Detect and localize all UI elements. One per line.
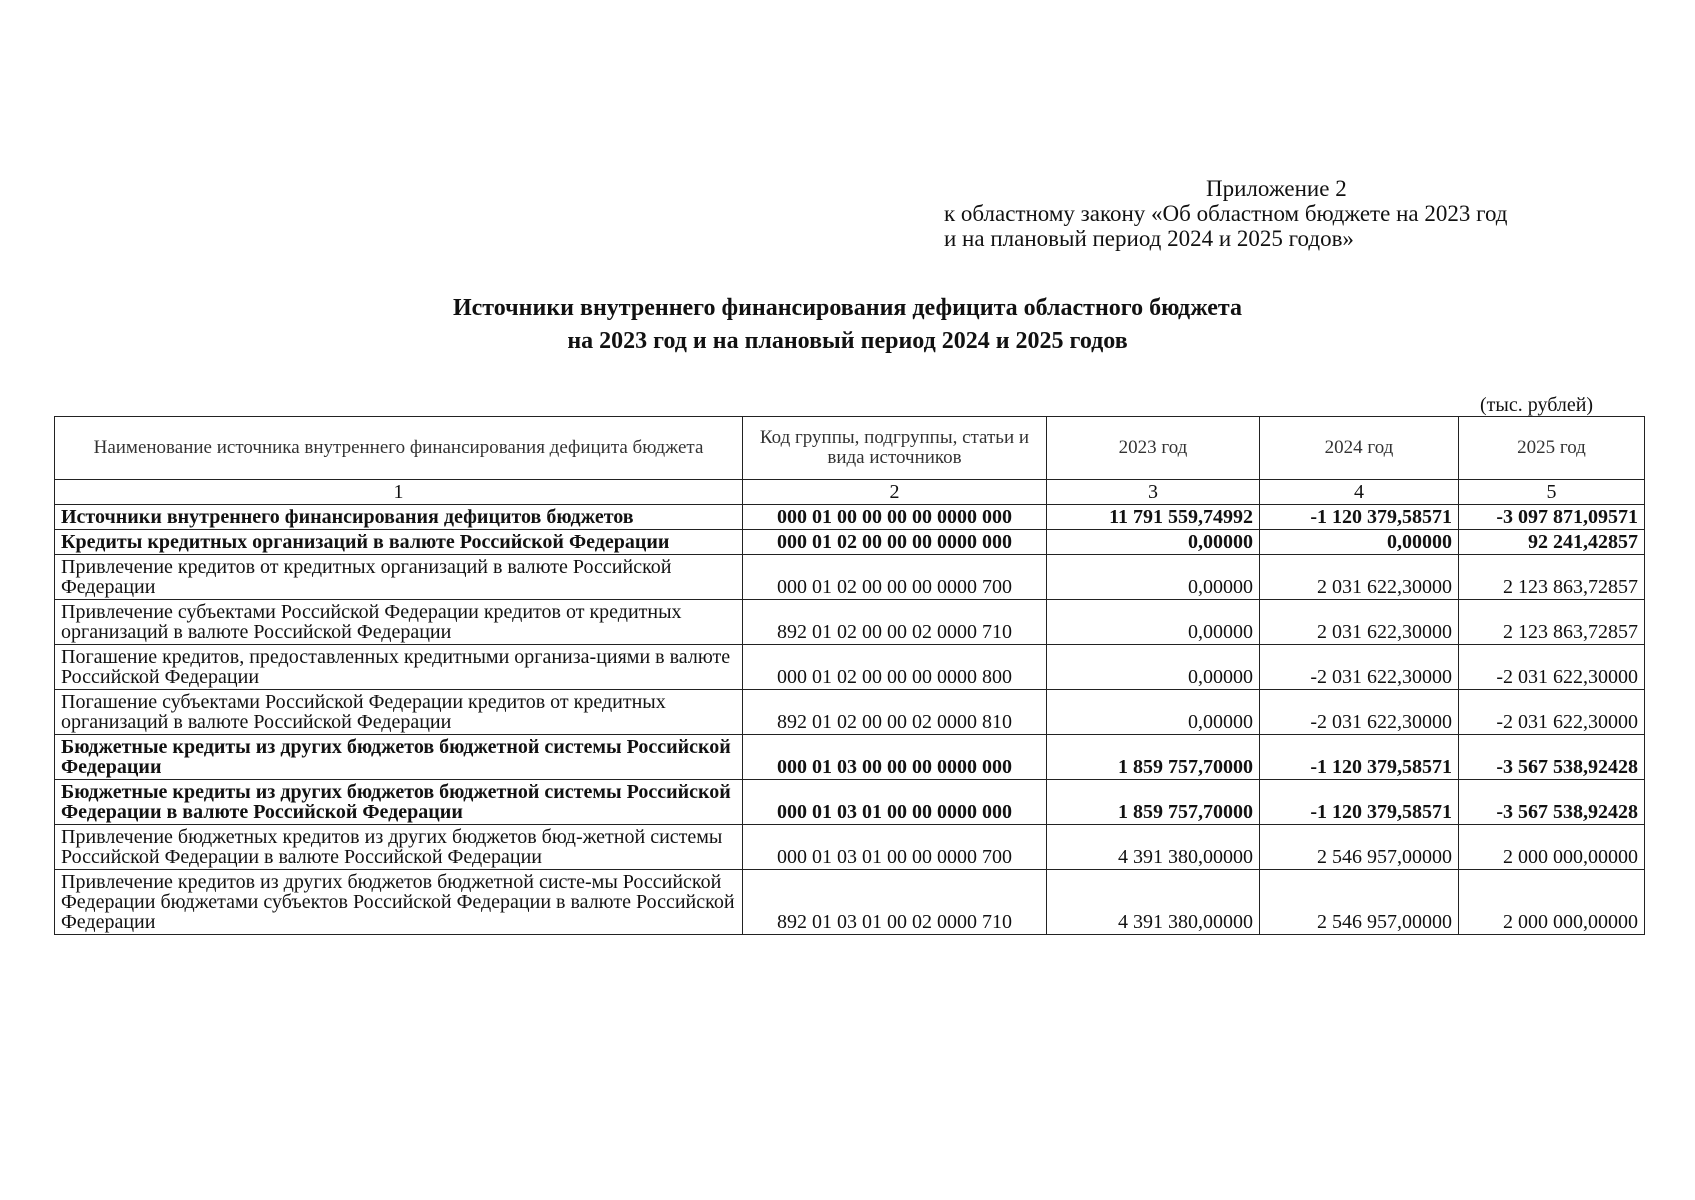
row-value-2024: -1 120 379,58571 — [1260, 780, 1459, 825]
row-value-2023: 1 859 757,70000 — [1047, 780, 1260, 825]
appendix-line-1: к областному закону «Об областном бюджете на 2023 год — [944, 201, 1508, 226]
document-title — [0, 292, 1695, 358]
budget-sources-table — [54, 416, 1645, 935]
row-name: Бюджетные кредиты из других бюджетов бюджетной системы Российской Федерации — [55, 735, 743, 780]
row-name: Привлечение субъектами Российской Федерации кредитов от кредитных организаций в валюте Российской Федерации — [55, 600, 743, 645]
row-name: Кредиты кредитных организаций в валюте Российской Федерации — [55, 530, 743, 555]
row-value-2023: 0,00000 — [1047, 690, 1260, 735]
header-code: Код группы, подгруппы, статьи и вида источников — [743, 417, 1047, 480]
row-value-2025: -2 031 622,30000 — [1459, 690, 1645, 735]
table-row — [55, 735, 1645, 780]
table-row — [55, 870, 1645, 935]
column-number: 2 — [743, 480, 1047, 505]
row-name: Погашение кредитов, предоставленных кредитными организа-циями в валюте Российской Федерации — [55, 645, 743, 690]
row-value-2023: 0,00000 — [1047, 530, 1260, 555]
row-code: 000 01 00 00 00 00 0000 000 — [743, 505, 1047, 530]
row-value-2023: 0,00000 — [1047, 600, 1260, 645]
table-row — [55, 780, 1645, 825]
row-code: 892 01 02 00 00 02 0000 810 — [743, 690, 1047, 735]
row-value-2024: 0,00000 — [1260, 530, 1459, 555]
column-number: 1 — [55, 480, 743, 505]
row-value-2025: -3 097 871,09571 — [1459, 505, 1645, 530]
row-value-2023: 0,00000 — [1047, 555, 1260, 600]
row-value-2024: -2 031 622,30000 — [1260, 690, 1459, 735]
row-value-2025: 92 241,42857 — [1459, 530, 1645, 555]
row-value-2024: 2 031 622,30000 — [1260, 555, 1459, 600]
row-value-2023: 4 391 380,00000 — [1047, 870, 1260, 935]
header-2025: 2025 год — [1459, 417, 1645, 480]
row-value-2024: -1 120 379,58571 — [1260, 735, 1459, 780]
table-row — [55, 505, 1645, 530]
row-value-2024: 2 546 957,00000 — [1260, 870, 1459, 935]
title-line-2: на 2023 год и на плановый период 2024 и 2025 годов — [567, 328, 1128, 354]
column-number: 3 — [1047, 480, 1260, 505]
row-value-2025: 2 000 000,00000 — [1459, 825, 1645, 870]
row-code: 892 01 02 00 00 02 0000 710 — [743, 600, 1047, 645]
row-value-2025: -2 031 622,30000 — [1459, 645, 1645, 690]
row-name: Погашение субъектами Российской Федерации кредитов от кредитных организаций в валюте Российской Федерации — [55, 690, 743, 735]
table-row — [55, 600, 1645, 645]
row-value-2024: -2 031 622,30000 — [1260, 645, 1459, 690]
row-code: 000 01 02 00 00 00 0000 800 — [743, 645, 1047, 690]
row-value-2025: -3 567 538,92428 — [1459, 780, 1645, 825]
table-row — [55, 555, 1645, 600]
row-code: 000 01 03 01 00 00 0000 700 — [743, 825, 1047, 870]
table-row — [55, 825, 1645, 870]
row-value-2023: 11 791 559,74992 — [1047, 505, 1260, 530]
row-value-2025: -3 567 538,92428 — [1459, 735, 1645, 780]
header-2023: 2023 год — [1047, 417, 1260, 480]
appendix-block — [944, 176, 1508, 251]
column-number: 4 — [1260, 480, 1459, 505]
row-name: Привлечение бюджетных кредитов из других бюджетов бюд-жетной системы Российской Федерации в валюте Российской Федерации — [55, 825, 743, 870]
units-label: (тыс. рублей) — [1480, 394, 1594, 416]
row-value-2023: 0,00000 — [1047, 645, 1260, 690]
appendix-number: Приложение 2 — [1206, 176, 1347, 201]
header-source-name: Наименование источника внутреннего финансирования дефицита бюджета — [55, 417, 743, 480]
row-value-2025: 2 123 863,72857 — [1459, 600, 1645, 645]
row-value-2025: 2 123 863,72857 — [1459, 555, 1645, 600]
row-code: 000 01 03 00 00 00 0000 000 — [743, 735, 1047, 780]
row-code: 892 01 03 01 00 02 0000 710 — [743, 870, 1047, 935]
appendix-line-2: и на плановый период 2024 и 2025 годов» — [944, 226, 1354, 251]
title-line-1: Источники внутреннего финансирования дефицита областного бюджета — [452, 295, 1243, 321]
row-code: 000 01 02 00 00 00 0000 000 — [743, 530, 1047, 555]
header-2024: 2024 год — [1260, 417, 1459, 480]
row-name: Привлечение кредитов из других бюджетов бюджетной систе-мы Российской Федерации бюджетами субъектов Российской Федерации в валюте Российской Федерации — [55, 870, 743, 935]
table-row — [55, 645, 1645, 690]
row-value-2023: 4 391 380,00000 — [1047, 825, 1260, 870]
table-row — [55, 690, 1645, 735]
row-value-2024: 2 031 622,30000 — [1260, 600, 1459, 645]
row-value-2024: 2 546 957,00000 — [1260, 825, 1459, 870]
row-name: Бюджетные кредиты из других бюджетов бюджетной системы Российской Федерации в валюте Российской Федерации — [55, 780, 743, 825]
row-value-2024: -1 120 379,58571 — [1260, 505, 1459, 530]
row-name: Привлечение кредитов от кредитных организаций в валюте Российской Федерации — [55, 555, 743, 600]
row-value-2023: 1 859 757,70000 — [1047, 735, 1260, 780]
table-row — [55, 530, 1645, 555]
column-number-row — [55, 480, 1645, 505]
table-header-row — [55, 417, 1645, 480]
column-number: 5 — [1459, 480, 1645, 505]
row-code: 000 01 02 00 00 00 0000 700 — [743, 555, 1047, 600]
row-value-2025: 2 000 000,00000 — [1459, 870, 1645, 935]
row-name: Источники внутреннего финансирования дефицитов бюджетов — [55, 505, 743, 530]
row-code: 000 01 03 01 00 00 0000 000 — [743, 780, 1047, 825]
